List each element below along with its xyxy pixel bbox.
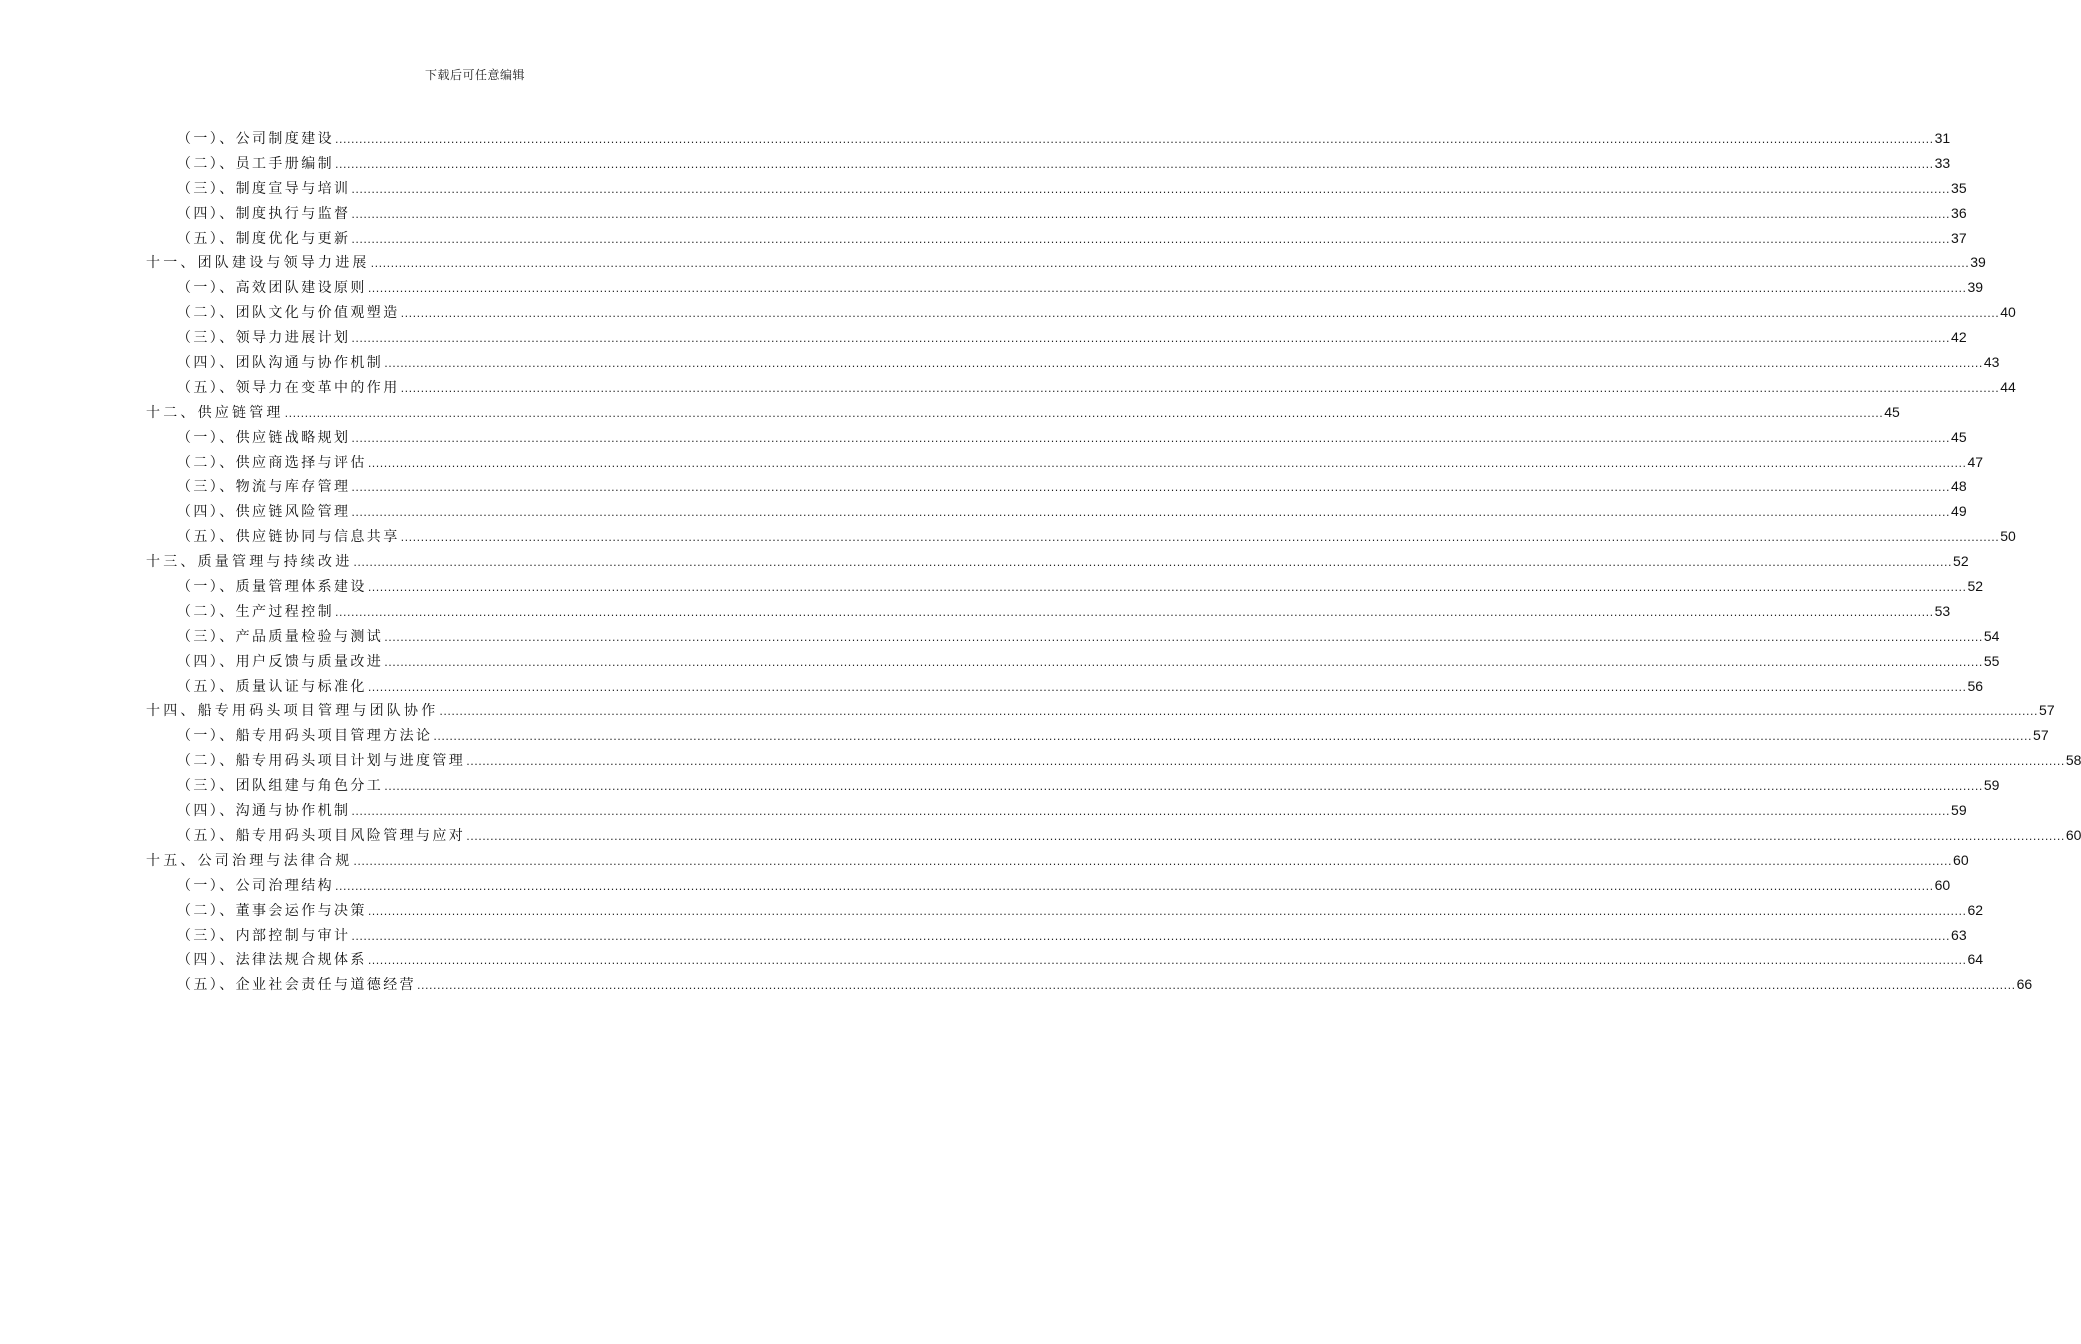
toc-page-number: 39	[1967, 279, 1984, 296]
toc-section-entry[interactable]	[146, 126, 1951, 151]
toc-dot-leader: ................................................................................................................................................................................................................................................................................................................................................................................................................	[351, 207, 1951, 221]
toc-section-entry[interactable]	[146, 226, 1967, 251]
toc-page-number: 54	[1983, 627, 2000, 644]
toc-dot-leader: ................................................................................................................................................................................................................................................................................................................................................................................................................	[400, 531, 2000, 545]
toc-section-entry[interactable]	[146, 450, 1984, 475]
toc-entry-title: （四）、法律法规合规体系	[177, 952, 367, 969]
toc-section-entry[interactable]	[146, 674, 1984, 699]
toc-dot-leader: ................................................................................................................................................................................................................................................................................................................................................................................................................	[400, 381, 2000, 395]
toc-section-entry[interactable]	[146, 624, 2000, 649]
toc-page-number: 48	[1951, 478, 1967, 495]
toc-section-entry[interactable]	[146, 524, 2016, 549]
toc-dot-leader: ................................................................................................................................................................................................................................................................................................................................................................................................................	[370, 257, 1970, 271]
toc-page-number: 35	[1951, 179, 1967, 196]
toc-section-entry[interactable]	[146, 773, 2000, 798]
toc-entry-title: （三）、领导力进展计划	[177, 330, 351, 347]
toc-dot-leader: ................................................................................................................................................................................................................................................................................................................................................................................................................	[351, 481, 1951, 495]
toc-dot-leader: ................................................................................................................................................................................................................................................................................................................................................................................................................	[367, 904, 1967, 918]
toc-page-number: 45	[1951, 428, 1967, 445]
toc-page-number: 52	[1953, 553, 1969, 570]
toc-dot-leader: ................................................................................................................................................................................................................................................................................................................................................................................................................	[384, 780, 1983, 794]
toc-dot-leader: ................................................................................................................................................................................................................................................................................................................................................................................................................	[433, 730, 2033, 744]
toc-entry-title: （二）、生产过程控制	[177, 603, 334, 620]
toc-entry-title: （三）、制度宣导与培训	[177, 180, 351, 197]
toc-section-entry[interactable]	[146, 898, 1984, 923]
toc-page-number: 43	[1983, 354, 2000, 371]
toc-section-entry[interactable]	[146, 923, 1967, 948]
toc-dot-leader: ................................................................................................................................................................................................................................................................................................................................................................................................................	[353, 556, 1953, 570]
toc-page-number: 44	[2000, 378, 2016, 395]
toc-page-number: 47	[1967, 453, 1984, 470]
toc-section-entry[interactable]	[146, 151, 1951, 176]
toc-section-entry[interactable]	[146, 474, 1967, 499]
toc-entry-title: （一）、公司治理结构	[177, 877, 334, 894]
toc-chapter-entry[interactable]	[146, 549, 1969, 574]
toc-dot-leader: ................................................................................................................................................................................................................................................................................................................................................................................................................	[353, 854, 1953, 868]
toc-entry-title: （二）、员工手册编制	[177, 155, 334, 172]
toc-page-number: 60	[1953, 851, 1969, 868]
toc-dot-leader: ................................................................................................................................................................................................................................................................................................................................................................................................................	[384, 655, 1983, 669]
toc-section-entry[interactable]	[146, 599, 1951, 624]
toc-page-number: 60	[1934, 876, 1951, 893]
toc-page-number: 64	[1967, 951, 1984, 968]
toc-section-entry[interactable]	[146, 798, 1967, 823]
toc-entry-title: （二）、团队文化与价值观塑造	[177, 305, 400, 322]
toc-section-entry[interactable]	[146, 823, 2081, 848]
toc-chapter-entry[interactable]	[146, 400, 1900, 425]
toc-dot-leader: ................................................................................................................................................................................................................................................................................................................................................................................................................	[439, 705, 2039, 719]
toc-page-number: 39	[1970, 254, 1986, 271]
toc-section-entry[interactable]	[146, 947, 1984, 972]
toc-page-number: 45	[1884, 403, 1900, 420]
toc-page-number: 60	[2065, 826, 2081, 843]
toc-page-number: 58	[2065, 752, 2081, 769]
toc-section-entry[interactable]	[146, 649, 2000, 674]
toc-page-number: 63	[1951, 926, 1967, 943]
toc-dot-leader: ................................................................................................................................................................................................................................................................................................................................................................................................................	[284, 406, 1884, 420]
toc-chapter-entry[interactable]	[146, 698, 2055, 723]
toc-section-entry[interactable]	[146, 350, 2000, 375]
toc-page-number: 33	[1934, 154, 1951, 171]
toc-entry-title: （五）、领导力在变革中的作用	[177, 379, 400, 396]
toc-entry-title: （四）、制度执行与监督	[177, 205, 351, 222]
toc-page-number: 57	[2039, 702, 2055, 719]
toc-page-number: 52	[1967, 578, 1984, 595]
toc-entry-title: （五）、制度优化与更新	[177, 230, 351, 247]
toc-section-entry[interactable]	[146, 375, 2016, 400]
toc-section-entry[interactable]	[146, 325, 1967, 350]
toc-page-number: 62	[1967, 901, 1984, 918]
toc-dot-leader: ................................................................................................................................................................................................................................................................................................................................................................................................................	[367, 680, 1967, 694]
toc-dot-leader: ................................................................................................................................................................................................................................................................................................................................................................................................................	[351, 805, 1951, 819]
toc-page-number: 40	[2000, 304, 2016, 321]
toc-entry-title: 十二、供应链管理	[146, 404, 284, 421]
toc-page-number: 49	[1951, 503, 1967, 520]
toc-section-entry[interactable]	[146, 176, 1967, 201]
toc-section-entry[interactable]	[146, 723, 2049, 748]
toc-dot-leader: ................................................................................................................................................................................................................................................................................................................................................................................................................	[335, 879, 1934, 893]
toc-dot-leader: ................................................................................................................................................................................................................................................................................................................................................................................................................	[417, 979, 2016, 993]
toc-dot-leader: ................................................................................................................................................................................................................................................................................................................................................................................................................	[367, 581, 1967, 595]
toc-dot-leader: ................................................................................................................................................................................................................................................................................................................................................................................................................	[367, 456, 1967, 470]
toc-dot-leader: ................................................................................................................................................................................................................................................................................................................................................................................................................	[335, 133, 1934, 146]
toc-page-number: 50	[2000, 528, 2016, 545]
toc-entry-title: （一）、质量管理体系建设	[177, 579, 367, 596]
toc-section-entry[interactable]	[146, 873, 1951, 898]
toc-entry-title: （二）、船专用码头项目计划与进度管理	[177, 753, 466, 770]
toc-page-number: 56	[1967, 677, 1984, 694]
page-header: 下载后可任意编辑	[424, 68, 525, 82]
toc-section-entry[interactable]	[146, 201, 1967, 226]
toc-dot-leader: ................................................................................................................................................................................................................................................................................................................................................................................................................	[351, 232, 1951, 246]
toc-section-entry[interactable]	[146, 748, 2081, 773]
table-of-contents	[146, 126, 2081, 997]
toc-section-entry[interactable]	[146, 275, 1984, 300]
toc-entry-title: （三）、物流与库存管理	[177, 479, 351, 496]
toc-entry-title: （五）、供应链协同与信息共享	[177, 529, 400, 546]
toc-dot-leader: ................................................................................................................................................................................................................................................................................................................................................................................................................	[351, 929, 1951, 943]
toc-entry-title: （四）、团队沟通与协作机制	[177, 355, 384, 372]
toc-dot-leader: ................................................................................................................................................................................................................................................................................................................................................................................................................	[367, 954, 1967, 968]
toc-entry-title: （四）、用户反馈与质量改进	[177, 653, 384, 670]
toc-entry-title: （四）、供应链风险管理	[177, 504, 351, 521]
toc-section-entry[interactable]	[146, 425, 1967, 450]
toc-dot-leader: ................................................................................................................................................................................................................................................................................................................................................................................................................	[466, 829, 2065, 843]
toc-page-number: 31	[1934, 130, 1951, 146]
toc-entry-title: （二）、供应商选择与评估	[177, 454, 367, 471]
toc-page-number: 53	[1934, 602, 1951, 619]
toc-dot-leader: ................................................................................................................................................................................................................................................................................................................................................................................................................	[384, 630, 1983, 644]
toc-dot-leader: ................................................................................................................................................................................................................................................................................................................................................................................................................	[351, 182, 1951, 196]
toc-dot-leader: ................................................................................................................................................................................................................................................................................................................................................................................................................	[335, 157, 1934, 171]
toc-entry-title: 十五、公司治理与法律合规	[146, 852, 353, 869]
toc-section-entry[interactable]	[146, 300, 2016, 325]
toc-page-number: 59	[1951, 802, 1967, 819]
toc-dot-leader: ................................................................................................................................................................................................................................................................................................................................................................................................................	[351, 332, 1951, 346]
toc-dot-leader: ................................................................................................................................................................................................................................................................................................................................................................................................................	[384, 357, 1983, 371]
toc-entry-title: （四）、沟通与协作机制	[177, 803, 351, 820]
toc-entry-title: 十三、质量管理与持续改进	[146, 554, 353, 571]
toc-entry-title: （一）、公司制度建设	[177, 131, 334, 147]
toc-entry-title: （三）、团队组建与角色分工	[177, 778, 384, 795]
toc-entry-title: （五）、质量认证与标准化	[177, 678, 367, 695]
toc-page-number: 42	[1951, 329, 1967, 346]
toc-entry-title: 十一、团队建设与领导力进展	[146, 255, 370, 272]
toc-chapter-entry[interactable]	[146, 848, 1969, 873]
toc-entry-title: （一）、供应链战略规划	[177, 429, 351, 446]
toc-page-number: 36	[1951, 204, 1967, 221]
toc-entry-title: （二）、董事会运作与决策	[177, 902, 367, 919]
toc-page-number: 59	[1983, 777, 2000, 794]
toc-entry-title: （一）、船专用码头项目管理方法论	[177, 728, 433, 745]
toc-page-number: 57	[2033, 727, 2049, 744]
toc-dot-leader: ................................................................................................................................................................................................................................................................................................................................................................................................................	[400, 307, 2000, 321]
toc-entry-title: 十四、船专用码头项目管理与团队协作	[146, 703, 439, 720]
toc-section-entry[interactable]	[146, 574, 1984, 599]
toc-section-entry[interactable]	[146, 972, 2033, 997]
toc-dot-leader: ................................................................................................................................................................................................................................................................................................................................................................................................................	[351, 506, 1951, 520]
toc-entry-title: （五）、企业社会责任与道德经营	[177, 977, 416, 994]
toc-entry-title: （一）、高效团队建设原则	[177, 280, 367, 297]
toc-page-number: 37	[1951, 229, 1967, 246]
toc-page-number: 66	[2016, 976, 2033, 993]
toc-entry-title: （三）、内部控制与审计	[177, 927, 351, 944]
toc-dot-leader: ................................................................................................................................................................................................................................................................................................................................................................................................................	[351, 431, 1951, 445]
toc-page-number: 55	[1983, 652, 2000, 669]
toc-dot-leader: ................................................................................................................................................................................................................................................................................................................................................................................................................	[335, 605, 1934, 619]
toc-dot-leader: ................................................................................................................................................................................................................................................................................................................................................................................................................	[367, 282, 1967, 296]
toc-dot-leader: ................................................................................................................................................................................................................................................................................................................................................................................................................	[466, 755, 2065, 769]
toc-entry-title: （三）、产品质量检验与测试	[177, 628, 384, 645]
toc-chapter-entry[interactable]	[146, 250, 1986, 275]
toc-entry-title: （五）、船专用码头项目风险管理与应对	[177, 827, 466, 844]
toc-section-entry[interactable]	[146, 499, 1967, 524]
